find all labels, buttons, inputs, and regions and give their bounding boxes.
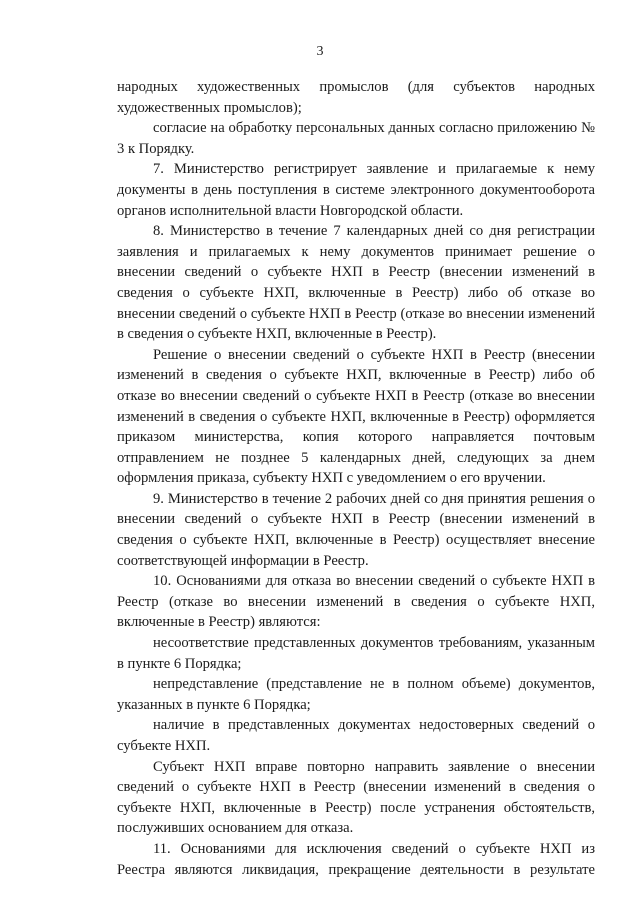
paragraph-9: 9. Министерство в течение 2 рабочих дней со дня принятия решения о внесении сведений о субъекте НХП в Реестр (внесении изменений в сведения о субъекте НХП, включенные в Реестр) осуществляет внесение соответствующей информации в Реестр. [117, 490, 595, 569]
list-item-nonconformity: несоответствие представленных документов требованиям, указанным в пункте 6 Порядка; [117, 635, 595, 672]
paragraph-resubmission: Субъект НХП вправе повторно направить заявление о внесении сведений о субъекте НХП в Реестр (внесении изменений в сведения о субъекте НХП, включенные в Реестр) после устранения обстоятельств, послуживших основанием для отказа. [117, 758, 595, 837]
list-item-nonsubmission: непредставление (представление не в полном объеме) документов, указанных в пункте 6 Порядка; [117, 676, 595, 713]
paragraph-consent: согласие на обработку персональных данных согласно приложению № 3 к Порядку. [117, 120, 595, 157]
paragraph-7: 7. Министерство регистрирует заявление и прилагаемые к нему документы в день поступления в системе электронного документооборота органов исполнительной власти Новгородской области. [117, 161, 595, 219]
paragraph-10: 10. Основаниями для отказа во внесении сведений о субъекте НХП в Реестр (отказе во внесении изменений в сведения о субъекте НХП, включенные в Реестр) являются: [117, 573, 595, 631]
paragraph-8: 8. Министерство в течение 7 календарных дней со дня регистрации заявления и прилагаемых к нему документов принимает решение о внесении сведений о субъекте НХП в Реестр (внесении изменений в сведения о субъекте НХП, включенные в Реестр) либо об отказе во внесении сведений о субъекте НХП в Реестр (отказе во внесении изменений в сведения о субъекте НХП, включенные в Реестр). [117, 223, 595, 343]
paragraph-decision: Решение о внесении сведений о субъекте НХП в Реестр (внесении изменений в сведения о субъекте НХП, включенные в Реестр) либо об отказе во внесении сведений о субъекте НХП в Реестр (отказе во внесении изменений в сведения о субъекте НХП, включенные в Реестр) оформляется приказом министерства, копия которого направляется почтовым отправлением не позднее 5 календарных дней, следующих за днем оформления приказа, субъекту НХП с уведомлением о его вручении. [117, 346, 595, 487]
list-item-inaccurate-info: наличие в представленных документах недостоверных сведений о субъекте НХП. [117, 717, 595, 754]
paragraph-11: 11. Основаниями для исключения сведений о субъекте НХП из Реестра являются ликвидация, прекращение деятельности в результате [117, 840, 595, 878]
document-body [117, 77, 595, 880]
page-number: 3 [316, 44, 324, 59]
paragraph-continuation: народных художественных промыслов (для субъектов народных художественных промыслов); [117, 79, 595, 116]
